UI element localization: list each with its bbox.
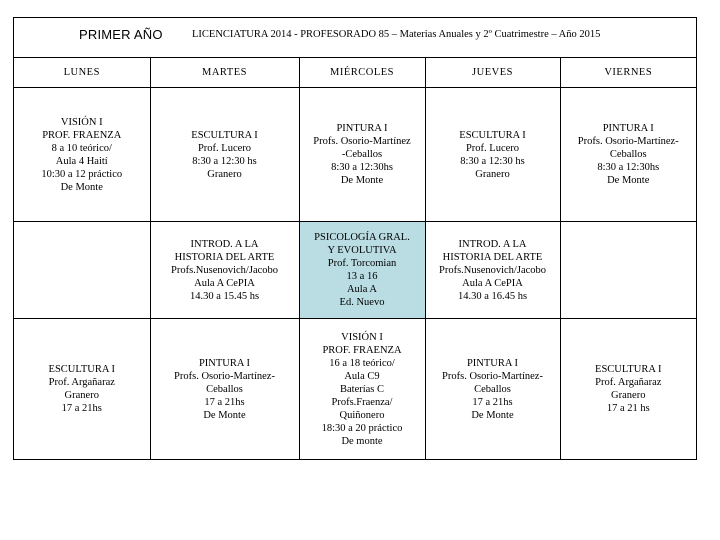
cell-text-line: Granero bbox=[207, 168, 242, 180]
morning-row bbox=[14, 88, 696, 222]
schedule-cell bbox=[560, 319, 696, 460]
cell-text-line: Aula A CePIA bbox=[462, 277, 523, 289]
cell-text-line: Aula C9 bbox=[344, 370, 380, 382]
cell-text-line: Profs. Osorio-Martínez- bbox=[174, 370, 275, 382]
cell-text-line: HISTORIA DEL ARTE bbox=[442, 251, 543, 263]
cell-text-line: VISIÓN I bbox=[341, 331, 383, 343]
cell-text-line: 8 a 10 teórico/ bbox=[51, 142, 112, 154]
schedule-cell bbox=[150, 88, 299, 222]
cell-text-line: Granero bbox=[611, 390, 646, 401]
cell-text-line: 8:30 a 12:30 hs bbox=[460, 155, 525, 167]
cell-text-line: De Monte bbox=[203, 409, 246, 421]
cell-text-line: -Ceballos bbox=[341, 149, 383, 160]
cell-text-line: ESCULTURA I bbox=[459, 129, 526, 141]
cell-text-line: De Monte bbox=[607, 175, 650, 186]
cell-text-line: INTROD. A LA bbox=[190, 238, 259, 250]
cell-text-line: PINTURA I bbox=[336, 123, 388, 134]
cell-text-line: Profs. Osorio-Martínez- bbox=[442, 370, 543, 382]
cell-text-line: INTROD. A LA bbox=[458, 238, 527, 250]
cell-text-line: Ceballos bbox=[609, 149, 647, 160]
schedule-sheet bbox=[13, 17, 697, 460]
cell-text-line: Prof. Lucero bbox=[465, 142, 520, 154]
schedule-cell bbox=[299, 319, 425, 460]
schedule-cell-highlighted bbox=[299, 222, 425, 319]
day-header-thursday: JUEVES bbox=[425, 58, 560, 88]
cell-text-line: De Monte bbox=[471, 409, 514, 421]
cell-text-line: 16 a 18 teórico/ bbox=[329, 357, 395, 369]
schedule-cell bbox=[560, 222, 696, 319]
cell-text-line: PSICOLOGÍA GRAL. bbox=[314, 232, 410, 243]
cell-text-line: Aula A bbox=[346, 284, 378, 295]
schedule-cell bbox=[14, 222, 150, 319]
cell-text-line: Prof. Argañaraz bbox=[595, 377, 662, 388]
schedule-cell bbox=[425, 88, 560, 222]
cell-text-line: Profs. Osorio-Martínez bbox=[313, 136, 411, 147]
cell-text-line: PROF. FRAENZA bbox=[42, 129, 122, 141]
schedule-cell bbox=[14, 88, 150, 222]
cell-text-line: PROF. FRAENZA bbox=[322, 344, 402, 356]
title-row bbox=[14, 18, 696, 58]
schedule-table bbox=[14, 58, 696, 459]
cell-text-line: Baterías C bbox=[339, 383, 385, 395]
cell-text-line: ESCULTURA I bbox=[191, 129, 258, 141]
schedule-cell bbox=[150, 222, 299, 319]
cell-text-line: ESCULTURA I bbox=[48, 364, 115, 375]
schedule-cell bbox=[299, 88, 425, 222]
schedule-cell bbox=[425, 319, 560, 460]
page-subtitle: LICENCIATURA 2014 - PROFESORADO 85 – Materias Anuales y 2º Cuatrimestre – Año 2015 bbox=[192, 29, 601, 40]
cell-text-line: 18:30 a 20 práctico bbox=[321, 422, 403, 434]
cell-text-line: Aula 4 Haití bbox=[55, 155, 108, 167]
cell-text-line: PINTURA I bbox=[602, 123, 654, 134]
cell-text-line: Y EVOLUTIVA bbox=[327, 245, 397, 256]
cell-text-line: De Monte bbox=[60, 181, 103, 193]
cell-text-line: Prof. Argañaraz bbox=[48, 377, 115, 388]
cell-text-line: PINTURA I bbox=[198, 357, 251, 369]
page-title: PRIMER AÑO bbox=[79, 27, 163, 42]
cell-text-line: Granero bbox=[64, 390, 99, 401]
cell-text-line: Profs.Fraenza/ bbox=[331, 396, 393, 408]
cell-text-line: 8:30 a 12:30hs bbox=[597, 162, 660, 173]
cell-text-line: Prof. Lucero bbox=[197, 142, 252, 154]
schedule-cell bbox=[14, 319, 150, 460]
cell-text-line: ESCULTURA I bbox=[595, 364, 662, 375]
cell-text-line: Ceballos bbox=[474, 383, 511, 395]
cell-text-line: VISIÓN I bbox=[60, 116, 103, 128]
day-header-wednesday: MIÉRCOLES bbox=[299, 58, 425, 88]
schedule-cell bbox=[150, 319, 299, 460]
cell-text-line: Prof. Torcomian bbox=[327, 258, 397, 269]
cell-text-line: 13 a 16 bbox=[346, 271, 378, 282]
cell-text-line: 17 a 21 hs bbox=[606, 403, 650, 414]
cell-text-line: Granero bbox=[475, 168, 510, 180]
cell-text-line: 10:30 a 12 práctico bbox=[41, 168, 123, 180]
cell-text-line: 8:30 a 12:30hs bbox=[331, 162, 393, 173]
cell-text-line: 17 a 21hs bbox=[472, 396, 513, 408]
cell-text-line: Aula A CePIA bbox=[194, 277, 255, 289]
day-header-tuesday: MARTES bbox=[150, 58, 299, 88]
cell-text-line: 17 a 21hs bbox=[61, 403, 102, 414]
evening-row bbox=[14, 319, 696, 460]
cell-text-line: PINTURA I bbox=[466, 357, 519, 369]
cell-text-line: 14.30 a 16.45 hs bbox=[457, 290, 528, 302]
cell-text-line: Ceballos bbox=[206, 383, 243, 395]
cell-text-line: 8:30 a 12:30 hs bbox=[192, 155, 257, 167]
day-header-monday: LUNES bbox=[14, 58, 150, 88]
cell-text-line: Profs.Nusenovich/Jacobo bbox=[438, 264, 547, 276]
cell-text-line: De Monte bbox=[340, 175, 384, 186]
cell-text-line: Profs.Nusenovich/Jacobo bbox=[170, 264, 279, 276]
schedule-cell bbox=[425, 222, 560, 319]
cell-text-line: Ed. Nuevo bbox=[339, 297, 385, 308]
cell-text-line: 14.30 a 15.45 hs bbox=[189, 290, 260, 302]
schedule-cell bbox=[560, 88, 696, 222]
midday-row bbox=[14, 222, 696, 319]
cell-text-line: Quiñonero bbox=[339, 409, 385, 421]
cell-text-line: 17 a 21hs bbox=[204, 396, 245, 408]
day-header-row bbox=[14, 58, 696, 88]
day-header-friday: VIERNES bbox=[560, 58, 696, 88]
cell-text-line: HISTORIA DEL ARTE bbox=[174, 251, 275, 263]
cell-text-line: De monte bbox=[341, 435, 383, 447]
cell-text-line: Profs. Osorio-Martínez- bbox=[577, 136, 679, 147]
